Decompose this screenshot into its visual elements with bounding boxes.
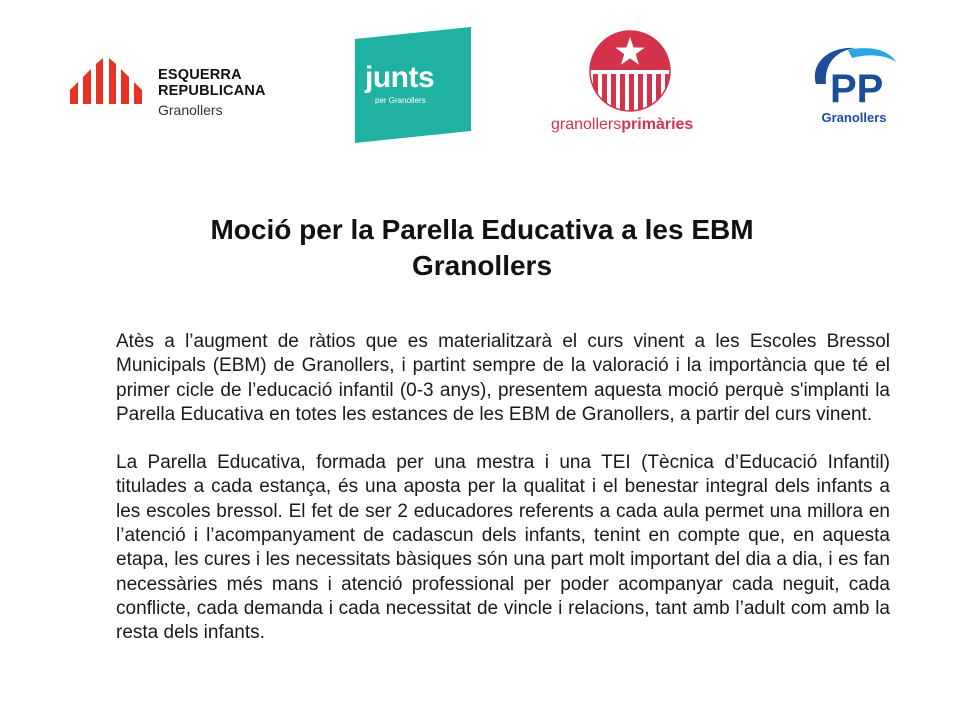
document-title <box>0 212 964 284</box>
pp-city: Granollers <box>821 110 887 125</box>
star-dome-icon <box>589 30 671 112</box>
erc-name-line2: REPUBLICANA <box>158 82 266 99</box>
erc-flag-icon <box>70 58 142 104</box>
party-logos-header <box>0 0 964 160</box>
granollers-primaries-logo <box>551 30 711 140</box>
title-line-2: Granollers <box>411 250 553 281</box>
junts-wordmark: junts <box>365 61 435 94</box>
junts-logo <box>355 27 471 143</box>
paragraph-2: La Parella Educativa, formada per una mestra i una TEI (Tècnica d’Educació Infantil) titulades a cada estança, és una aposta per la qualitat i el benestar integral dels infants a les escoles bressol. El fet de ser 2 educadores referents a cada aula permet una millora en l’atenció i l’acompanyament de cadascun dels infants, tenint en compte que, en aquesta etapa, les cures i les necessitats bàsiques són una part molt important del dia a dia, i es fan necessàries més mans i atenció professional per poder acompanyar cada neguit, cada conflicte, cada demanda i cada necessitat de vincle i relacions, tant amb l’adult com amb la resta dels infants. <box>116 452 890 644</box>
svg-text:PP: PP <box>830 67 884 108</box>
pp-gull-icon <box>808 44 900 108</box>
erc-name-line1: ESQUERRA <box>158 67 242 83</box>
gp-text-regular: granollers <box>551 116 622 133</box>
pp-logo <box>808 44 900 134</box>
erc-logo <box>70 58 266 118</box>
gp-text-bold: primàries <box>621 116 694 133</box>
granollers-primaries-wordmark <box>551 116 711 134</box>
erc-city: Granollers <box>158 101 223 118</box>
paragraph-1: Atès a l’augment de ràtios que es materialitzarà el curs vinent a les Escoles Bressol Municipals (EBM) de Granollers, i partint sempre de la valoració i la importància que té el primer cicle de l’educació infantil (0-3 anys), presentem aquesta moció perquè s'implanti la Parella Educativa en totes les estances de les EBM de Granollers, a partir del curs vinent. <box>116 331 890 425</box>
title-line-1: Moció per la Parella Educativa a les EBM <box>210 214 754 245</box>
junts-subtitle: per Granollers <box>375 96 426 105</box>
document-body <box>116 330 890 670</box>
